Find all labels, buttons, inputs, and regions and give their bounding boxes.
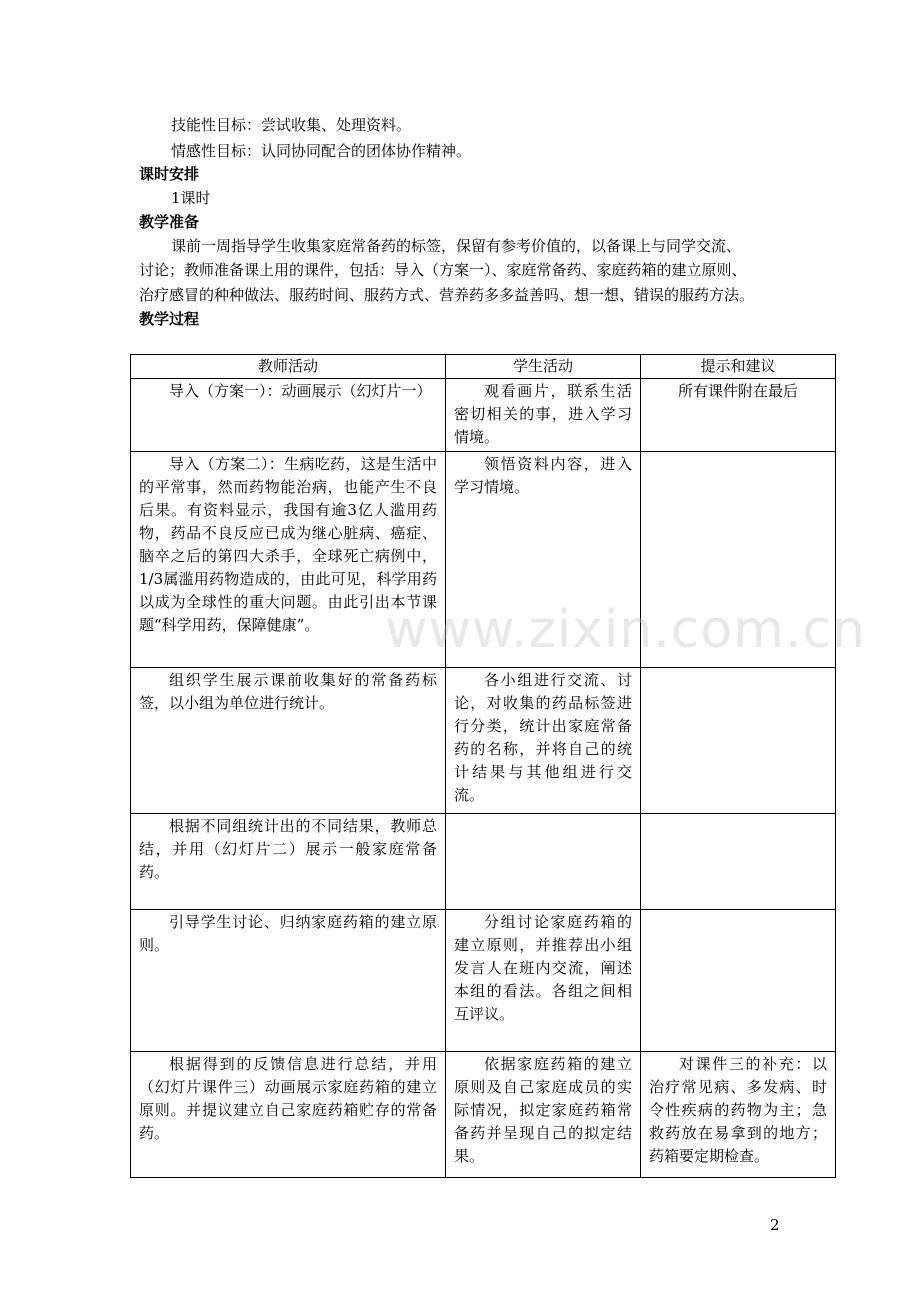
student-cell: 分组讨论家庭药箱的建立原则，并推荐出小组发言人在班内交流，阐述本组的看法。各组之间相互评议。 <box>446 910 641 1052</box>
table-row <box>131 668 836 814</box>
tip-cell: 所有课件附在最后 <box>641 379 836 452</box>
student-cell: 依据家庭药箱的建立原则及自己家庭成员的实际情况，拟定家庭药箱常备药并呈现自己的拟定结果。 <box>446 1052 641 1178</box>
teacher-cell: 组织学生展示课前收集好的常备药标签，以小组为单位进行统计。 <box>131 668 446 814</box>
process-heading: 教学过程 <box>139 310 200 328</box>
prep-heading: 教学准备 <box>139 213 200 231</box>
tip-cell: 对课件三的补充：以治疗常见病、多发病、时令性疾病的药物为主；急救药放在易拿到的地方；药箱要定期检查。 <box>641 1052 836 1178</box>
schedule-value: 1课时 <box>171 189 211 207</box>
tip-cell <box>641 814 836 910</box>
student-cell <box>446 814 641 910</box>
prep-line-3: 治疗感冒的种种做法、服药时间、服药方式、营养药多多益善吗、想一想、错误的服药方法。 <box>139 286 755 304</box>
teacher-cell: 导入（方案一）：动画展示（幻灯片一） <box>131 379 446 452</box>
skill-goal: 技能性目标：尝试收集、处理资料。 <box>171 116 412 134</box>
header-student: 学生活动 <box>446 355 641 379</box>
header-teacher: 教师活动 <box>131 355 446 379</box>
emotion-goal: 情感性目标：认同协同配合的团体协作精神。 <box>171 142 472 160</box>
student-cell: 各小组进行交流、讨论，对收集的药品标签进行分类，统计出家庭常备药的名称，并将自己的统计结果与其他组进行交流。 <box>446 668 641 814</box>
table-row <box>131 1052 836 1178</box>
watermark: www.zixin.com.cn <box>385 600 866 660</box>
tip-cell <box>641 668 836 814</box>
page-number: 2 <box>770 1216 780 1234</box>
tip-cell <box>641 910 836 1052</box>
table-row <box>131 910 836 1052</box>
schedule-heading: 课时安排 <box>139 165 200 183</box>
teacher-cell: 导入（方案二）：生病吃药，这是生活中的平常事，然而药物能治病，也能产生不良后果。有资料显示，我国有逾3亿人滥用药物，药品不良反应已成为继心脏病、癌症、脑卒之后的第四大杀手，全球死亡病例中，1/3属滥用药物造成的，由此可见，科学用药以成为全球性的重大问题。由此引出本节课题“科学用药，保障健康”。 <box>131 452 446 668</box>
teacher-cell: 根据不同组统计出的不同结果，教师总结，并用（幻灯片二）展示一般家庭常备药。 <box>131 814 446 910</box>
table-row <box>131 379 836 452</box>
table-row <box>131 814 836 910</box>
student-cell: 领悟资料内容，进入学习情境。 <box>446 452 641 668</box>
lesson-table <box>130 354 836 1178</box>
header-tip: 提示和建议 <box>641 355 836 379</box>
teacher-cell: 引导学生讨论、归纳家庭药箱的建立原则。 <box>131 910 446 1052</box>
table-header-row <box>131 355 836 379</box>
student-cell: 观看画片，联系生活密切相关的事，进入学习情境。 <box>446 379 641 452</box>
teacher-cell: 根据得到的反馈信息进行总结，并用（幻灯片课件三）动画展示家庭药箱的建立原则。并提议建立自己家庭药箱贮存的常备药。 <box>131 1052 446 1178</box>
prep-line-1: 课前一周指导学生收集家庭常备药的标签，保留有参考价值的，以备课上与同学交流、 <box>171 237 742 255</box>
prep-line-2: 讨论；教师准备课上用的课件，包括：导入（方案一）、家庭常备药、家庭药箱的建立原则、 <box>139 261 747 279</box>
